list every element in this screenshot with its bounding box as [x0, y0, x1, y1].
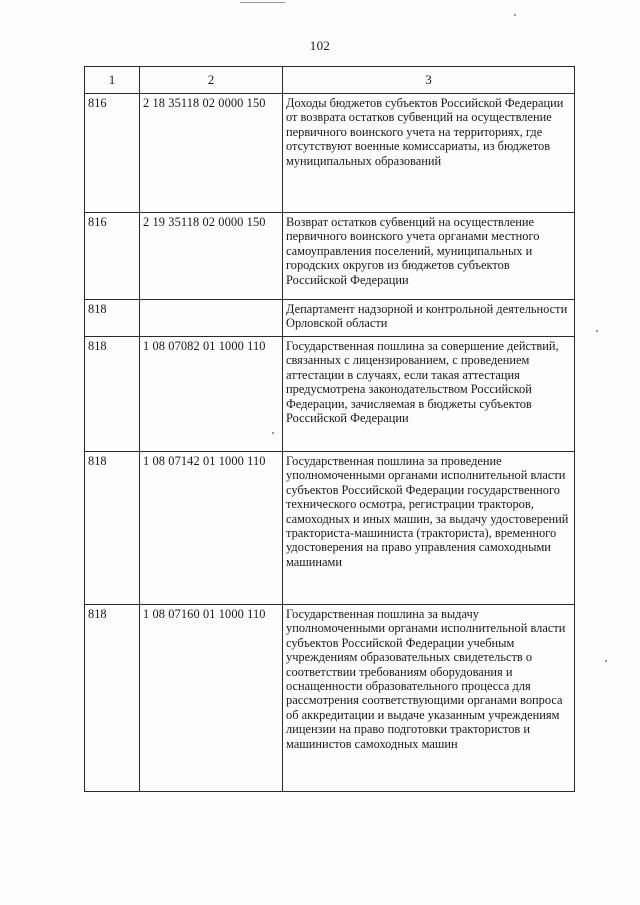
budget-codes-table [84, 66, 575, 792]
description-cell: Доходы бюджетов субъектов Российской Федерации от возврата остатков субвенций на осуществление первичного воинского учета на территориях, где отсутствуют военные комиссариаты, из бюджетов муниципальных образований [283, 94, 575, 213]
description-cell: Департамент надзорной и контрольной деятельности Орловской области [283, 300, 575, 337]
scan-mark [240, 2, 285, 3]
admin-code-cell: 818 [85, 452, 140, 605]
budget-code-cell: 1 08 07160 01 1000 110 [140, 605, 283, 792]
page-number: 102 [309, 38, 331, 53]
description-cell: Возврат остатков субвенций на осуществление первичного воинского учета органами местного самоуправления поселений, муниципальных и городских округов из бюджетов субъектов Российской Федерации [283, 213, 575, 300]
admin-code-cell: 816 [85, 94, 140, 213]
description-cell: Государственная пошлина за проведение уполномоченными органами исполнительной власти субъектов Российской Федерации государственного технического осмотра, регистрации тракторов, самоходных и иных машин, за выдачу удостоверений тракториста-машиниста (тракториста), временного удостоверения на право управления самоходными машинами [283, 452, 575, 605]
header-col-2: 2 [140, 67, 283, 94]
scan-speck [272, 432, 274, 434]
admin-code-cell: 818 [85, 300, 140, 337]
scan-speck [514, 14, 516, 16]
budget-code-cell: 1 08 07142 01 1000 110 [140, 452, 283, 605]
table-row [85, 213, 575, 300]
table-row [85, 452, 575, 605]
budget-code-cell [140, 300, 283, 337]
table-row [85, 605, 575, 792]
admin-code-cell: 816 [85, 213, 140, 300]
description-cell: Государственная пошлина за выдачу уполномоченными органами исполнительной власти субъектов Российской Федерации учебным учреждениям образовательных свидетельств о соответствии требованиям оборудования и оснащенности образовательного процесса для рассмотрения соответствующими органами вопроса об аккредитации и выдаче указанным учреждениям лицензии на право подготовки трактористов и машинистов самоходных машин [283, 605, 575, 792]
table-row [85, 337, 575, 452]
budget-code-cell: 2 18 35118 02 0000 150 [140, 94, 283, 213]
budget-code-cell: 1 08 07082 01 1000 110 [140, 337, 283, 452]
scan-speck [605, 660, 607, 662]
description-cell: Государственная пошлина за совершение действий, связанных с лицензированием, с проведением аттестации в случаях, если такая аттестация предусмотрена законодательством Российской Федерации, зачисляемая в бюджеты субъектов Российской Федерации [283, 337, 575, 452]
header-col-3: 3 [283, 67, 575, 94]
table-row [85, 94, 575, 213]
scan-speck [596, 330, 598, 332]
table-row [85, 300, 575, 337]
admin-code-cell: 818 [85, 337, 140, 452]
admin-code-cell: 818 [85, 605, 140, 792]
header-col-1: 1 [85, 67, 140, 94]
table-header-row [85, 67, 575, 94]
budget-code-cell: 2 19 35118 02 0000 150 [140, 213, 283, 300]
